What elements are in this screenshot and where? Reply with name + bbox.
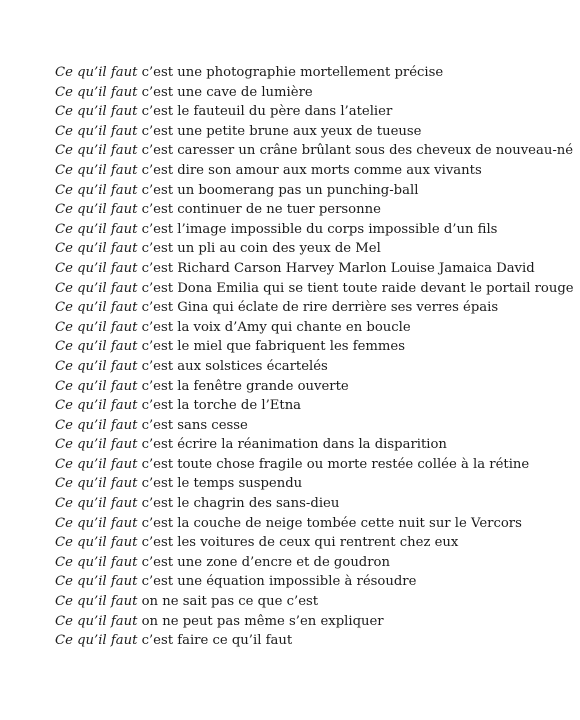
poem-line-refrain: Ce qu’il faut xyxy=(55,202,138,218)
poem-line-text: c’est le fauteuil du père dans l’atelier xyxy=(137,104,393,120)
poem-line xyxy=(55,318,574,338)
poem-line-text: c’est le temps suspendu xyxy=(137,476,303,492)
poem xyxy=(55,63,574,651)
poem-line-text: c’est Gina qui éclate de rire derrière ses verres épais xyxy=(137,300,499,316)
poem-line-text: c’est une cave de lumière xyxy=(137,84,313,100)
poem-line xyxy=(55,122,574,142)
poem-line xyxy=(55,533,574,553)
poem-line-text: c’est la couche de neige tombée cette nuit sur le Vercors xyxy=(137,515,522,531)
poem-line-refrain: Ce qu’il faut xyxy=(55,496,138,512)
poem-line-refrain: Ce qu’il faut xyxy=(55,339,138,355)
poem-line-refrain: Ce qu’il faut xyxy=(55,476,138,492)
poem-line xyxy=(55,279,574,299)
poem-line-refrain: Ce qu’il faut xyxy=(55,84,138,100)
poem-line-text: c’est toute chose fragile ou morte restée collée à la rétine xyxy=(137,456,530,472)
poem-line xyxy=(55,572,574,592)
poem-line-refrain: Ce qu’il faut xyxy=(55,378,138,394)
poem-line-text: c’est dire son amour aux morts comme aux vivants xyxy=(137,162,482,178)
poem-line-refrain: Ce qu’il faut xyxy=(55,456,138,472)
poem-line-refrain: Ce qu’il faut xyxy=(55,260,138,276)
poem-line-text: c’est un pli au coin des yeux de Mel xyxy=(137,241,381,257)
poem-line-refrain: Ce qu’il faut xyxy=(55,241,138,257)
poem-line-refrain: Ce qu’il faut xyxy=(55,633,138,649)
poem-line-refrain: Ce qu’il faut xyxy=(55,300,138,316)
poem-line-refrain: Ce qu’il faut xyxy=(55,104,138,120)
poem-line xyxy=(55,239,574,259)
poem-line-text: c’est une photographie mortellement précise xyxy=(137,65,444,80)
poem-line xyxy=(55,259,574,279)
poem-line xyxy=(55,514,574,534)
poem-line xyxy=(55,631,574,651)
poem-line xyxy=(55,200,574,220)
poem-line-text: on ne peut pas même s’en expliquer xyxy=(137,613,384,629)
poem-line-text: c’est l’image impossible du corps impossible d’un fils xyxy=(137,221,498,237)
poem-line xyxy=(55,474,574,494)
poem-line-text: c’est écrire la réanimation dans la disparition xyxy=(137,437,447,453)
poem-line xyxy=(55,416,574,436)
poem-line xyxy=(55,592,574,612)
poem-line-refrain: Ce qu’il faut xyxy=(55,358,138,374)
poem-line-refrain: Ce qu’il faut xyxy=(55,398,138,414)
poem-line-text: c’est le miel que fabriquent les femmes xyxy=(137,339,405,355)
poem-line-text: c’est la torche de l’Etna xyxy=(137,398,302,414)
poem-line-refrain: Ce qu’il faut xyxy=(55,594,138,610)
poem-line-refrain: Ce qu’il faut xyxy=(55,574,138,590)
poem-line xyxy=(55,181,574,201)
poem-line-text: c’est les voitures de ceux qui rentrent chez eux xyxy=(137,535,459,551)
poem-line-refrain: Ce qu’il faut xyxy=(55,162,138,178)
poem-line-text: c’est une zone d’encre et de goudron xyxy=(137,554,390,570)
poem-line-text: c’est sans cesse xyxy=(137,417,248,433)
poem-line xyxy=(55,102,574,122)
poem-line xyxy=(55,435,574,455)
poem-line-refrain: Ce qu’il faut xyxy=(55,437,138,453)
poem-line-text: c’est faire ce qu’il faut xyxy=(137,633,293,649)
poem-line xyxy=(55,494,574,514)
poem-line-refrain: Ce qu’il faut xyxy=(55,535,138,551)
poem-line-refrain: Ce qu’il faut xyxy=(55,65,138,80)
poem-line-text: c’est la voix d’Amy qui chante en boucle xyxy=(137,319,411,335)
poem-line-text: c’est une petite brune aux yeux de tueuse xyxy=(137,123,422,139)
poem-line xyxy=(55,141,574,161)
poem-line xyxy=(55,298,574,318)
poem-line xyxy=(55,161,574,181)
poem-line-text: c’est le chagrin des sans-dieu xyxy=(137,496,340,512)
poem-line xyxy=(55,455,574,475)
poem-line-refrain: Ce qu’il faut xyxy=(55,182,138,198)
poem-line-refrain: Ce qu’il faut xyxy=(55,613,138,629)
poem-line xyxy=(55,553,574,573)
poem-line-text: c’est la fenêtre grande ouverte xyxy=(137,378,349,394)
poem-line-text: c’est Richard Carson Harvey Marlon Louise Jamaica David xyxy=(137,260,535,276)
poem-line xyxy=(55,220,574,240)
poem-line-refrain: Ce qu’il faut xyxy=(55,554,138,570)
poem-line xyxy=(55,612,574,632)
poem-line-refrain: Ce qu’il faut xyxy=(55,123,138,139)
poem-line xyxy=(55,396,574,416)
poem-line-text: on ne sait pas ce que c’est xyxy=(137,594,319,610)
poem-line-refrain: Ce qu’il faut xyxy=(55,319,138,335)
poem-line xyxy=(55,377,574,397)
poem-line xyxy=(55,63,574,83)
poem-line-text: c’est une équation impossible à résoudre xyxy=(137,574,417,590)
poem-line-text: c’est aux solstices écartelés xyxy=(137,358,328,374)
poem-line-refrain: Ce qu’il faut xyxy=(55,280,138,296)
poem-line-text: c’est Dona Emilia qui se tient toute raide devant le portail rouge xyxy=(137,280,574,296)
poem-line-text: c’est caresser un crâne brûlant sous des cheveux de nouveau-né xyxy=(137,143,574,159)
poem-line-refrain: Ce qu’il faut xyxy=(55,417,138,433)
poem-line xyxy=(55,357,574,377)
poem-line-text: c’est un boomerang pas un punching-ball xyxy=(137,182,419,198)
poem-line-refrain: Ce qu’il faut xyxy=(55,143,138,159)
poem-line-refrain: Ce qu’il faut xyxy=(55,221,138,237)
poem-line-refrain: Ce qu’il faut xyxy=(55,515,138,531)
poem-line xyxy=(55,83,574,103)
poem-line-text: c’est continuer de ne tuer personne xyxy=(137,202,381,218)
poem-line xyxy=(55,337,574,357)
